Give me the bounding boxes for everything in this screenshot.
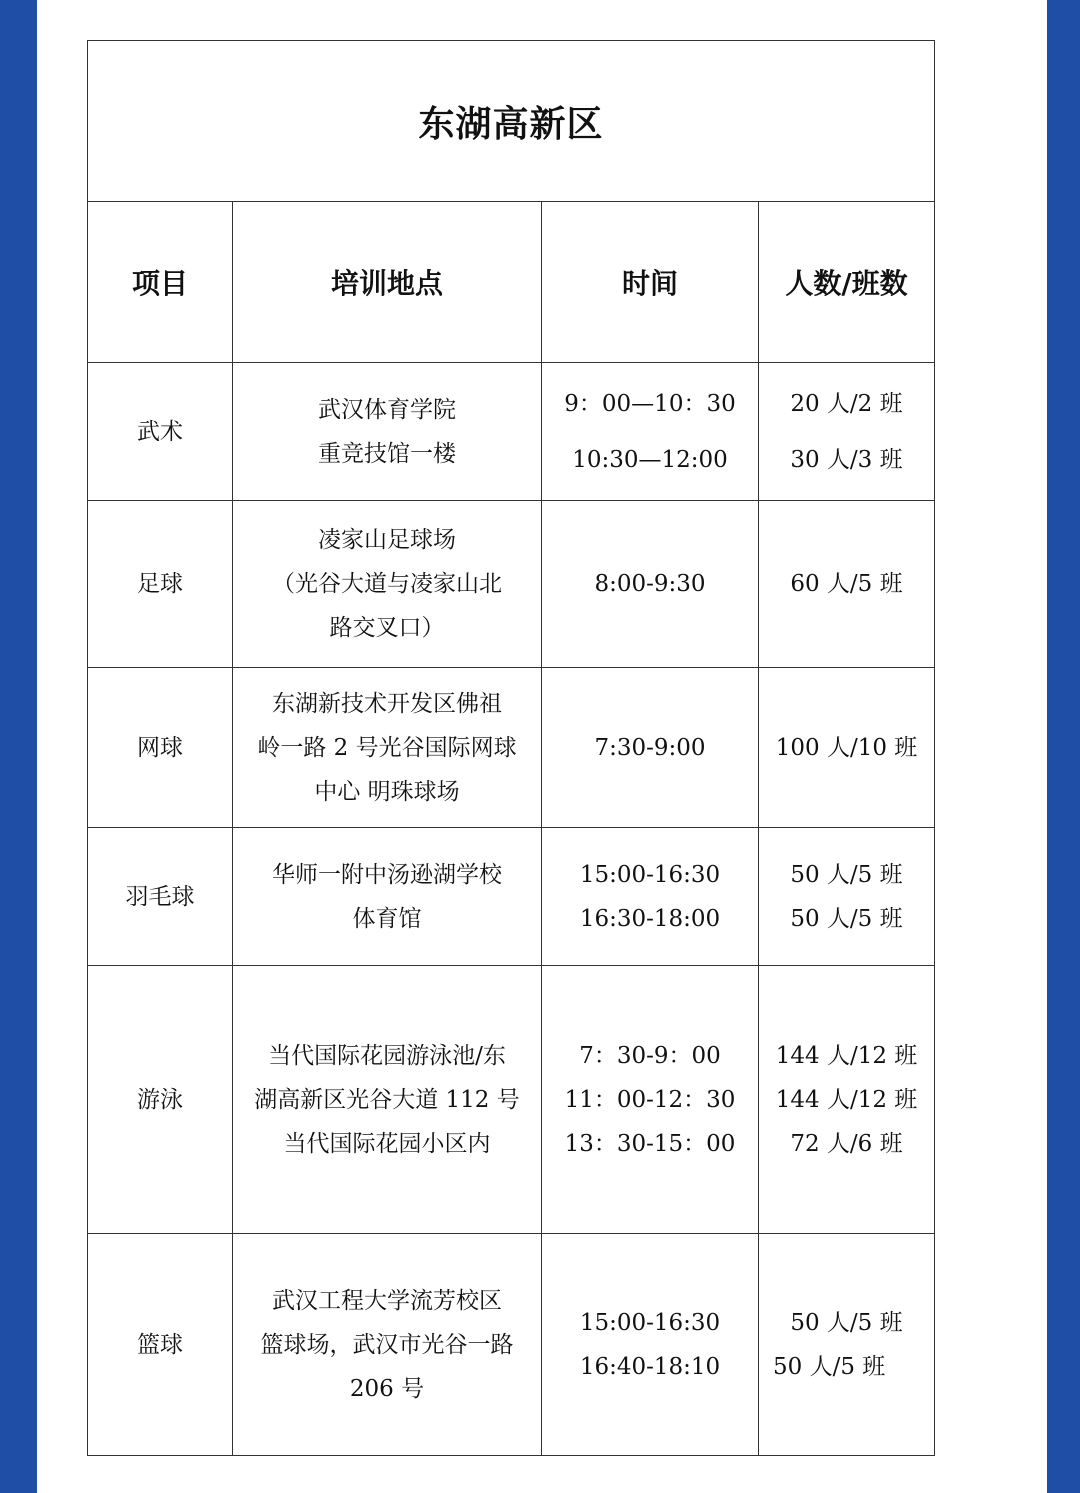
time-line: 16:30-18:00 xyxy=(579,905,721,932)
quota-line: 50 人/5 班 xyxy=(790,905,903,932)
project-cell: 游泳 xyxy=(88,966,233,1234)
location-line: 中心 明珠球场 xyxy=(314,778,460,805)
quota-line: 60 人/5 班 xyxy=(790,571,903,597)
time-line: 7:30-9:00 xyxy=(594,734,706,761)
location-cell xyxy=(233,1234,542,1456)
location-line: 206 号 xyxy=(349,1375,425,1402)
location-line: 当代国际花园小区内 xyxy=(283,1130,491,1157)
quota-line: 144 人/12 班 xyxy=(775,1086,918,1113)
quota-line: 30 人/3 班 xyxy=(790,446,903,473)
table-row xyxy=(88,668,935,828)
quota-line: 50 人/5 班 xyxy=(790,1309,903,1336)
quota-cell xyxy=(759,363,935,501)
location-line: 武汉体育学院 xyxy=(318,396,456,423)
quota-line: 20 人/2 班 xyxy=(790,390,903,417)
time-cell xyxy=(542,363,759,501)
location-line: 路交叉口） xyxy=(329,615,445,641)
time-line: 11：00-12：30 xyxy=(564,1086,736,1113)
location-line: 体育馆 xyxy=(352,905,422,932)
location-line: 篮球场，武汉市光谷一路 xyxy=(260,1331,514,1358)
location-line: 重竞技馆一楼 xyxy=(318,440,456,467)
location-cell xyxy=(233,501,542,668)
time-line: 15:00-16:30 xyxy=(579,861,721,888)
location-line: （光谷大道与凌家山北 xyxy=(272,571,502,597)
quota-cell xyxy=(759,668,935,828)
time-cell xyxy=(542,966,759,1234)
location-cell xyxy=(233,363,542,501)
time-line: 10:30—12:00 xyxy=(572,446,728,473)
header-project: 项目 xyxy=(88,202,233,363)
project-cell: 网球 xyxy=(88,668,233,828)
table-row xyxy=(88,501,935,668)
location-line: 当代国际花园游泳池/东 xyxy=(268,1042,506,1069)
location-line: 湖高新区光谷大道 112 号 xyxy=(254,1086,520,1113)
quota-cell xyxy=(759,501,935,668)
header-time: 时间 xyxy=(542,202,759,363)
location-line: 岭一路 2 号光谷国际网球 xyxy=(257,734,517,761)
project-cell: 武术 xyxy=(88,363,233,501)
header-quota: 人数/班数 xyxy=(759,202,935,363)
quota-line: 100 人/10 班 xyxy=(775,734,918,761)
header-location: 培训地点 xyxy=(233,202,542,363)
time-cell xyxy=(542,668,759,828)
location-cell xyxy=(233,668,542,828)
location-line: 凌家山足球场 xyxy=(318,527,456,553)
location-cell xyxy=(233,966,542,1234)
location-line: 华师一附中汤逊湖学校 xyxy=(272,861,502,888)
time-line: 8:00-9:30 xyxy=(594,571,706,597)
table-row xyxy=(88,828,935,966)
left-blue-border xyxy=(0,0,37,1493)
time-line: 16:40-18:10 xyxy=(579,1353,721,1380)
time-line: 7：30-9：00 xyxy=(579,1042,721,1069)
time-line: 9：00—10：30 xyxy=(564,390,736,417)
time-cell xyxy=(542,1234,759,1456)
quota-line: 144 人/12 班 xyxy=(775,1042,918,1069)
quota-cell xyxy=(759,828,935,966)
location-line: 武汉工程大学流芳校区 xyxy=(272,1287,502,1314)
table-title: 东湖高新区 xyxy=(88,41,935,202)
time-cell xyxy=(542,501,759,668)
schedule-table xyxy=(87,40,935,1456)
project-cell: 篮球 xyxy=(88,1234,233,1456)
time-cell xyxy=(542,828,759,966)
location-cell xyxy=(233,828,542,966)
location-line: 东湖新技术开发区佛祖 xyxy=(272,690,502,717)
project-cell: 足球 xyxy=(88,501,233,668)
quota-cell xyxy=(759,1234,935,1456)
quota-line: 72 人/6 班 xyxy=(790,1130,903,1157)
time-line: 13：30-15：00 xyxy=(564,1130,736,1157)
project-cell: 羽毛球 xyxy=(88,828,233,966)
table-row xyxy=(88,966,935,1234)
quota-line: 50 人/5 班 xyxy=(790,861,903,888)
right-blue-border xyxy=(1047,0,1080,1493)
quota-line: 50 人/5 班 xyxy=(773,1353,886,1380)
time-line: 15:00-16:30 xyxy=(579,1309,721,1336)
table-row xyxy=(88,1234,935,1456)
quota-cell xyxy=(759,966,935,1234)
table-row xyxy=(88,363,935,501)
